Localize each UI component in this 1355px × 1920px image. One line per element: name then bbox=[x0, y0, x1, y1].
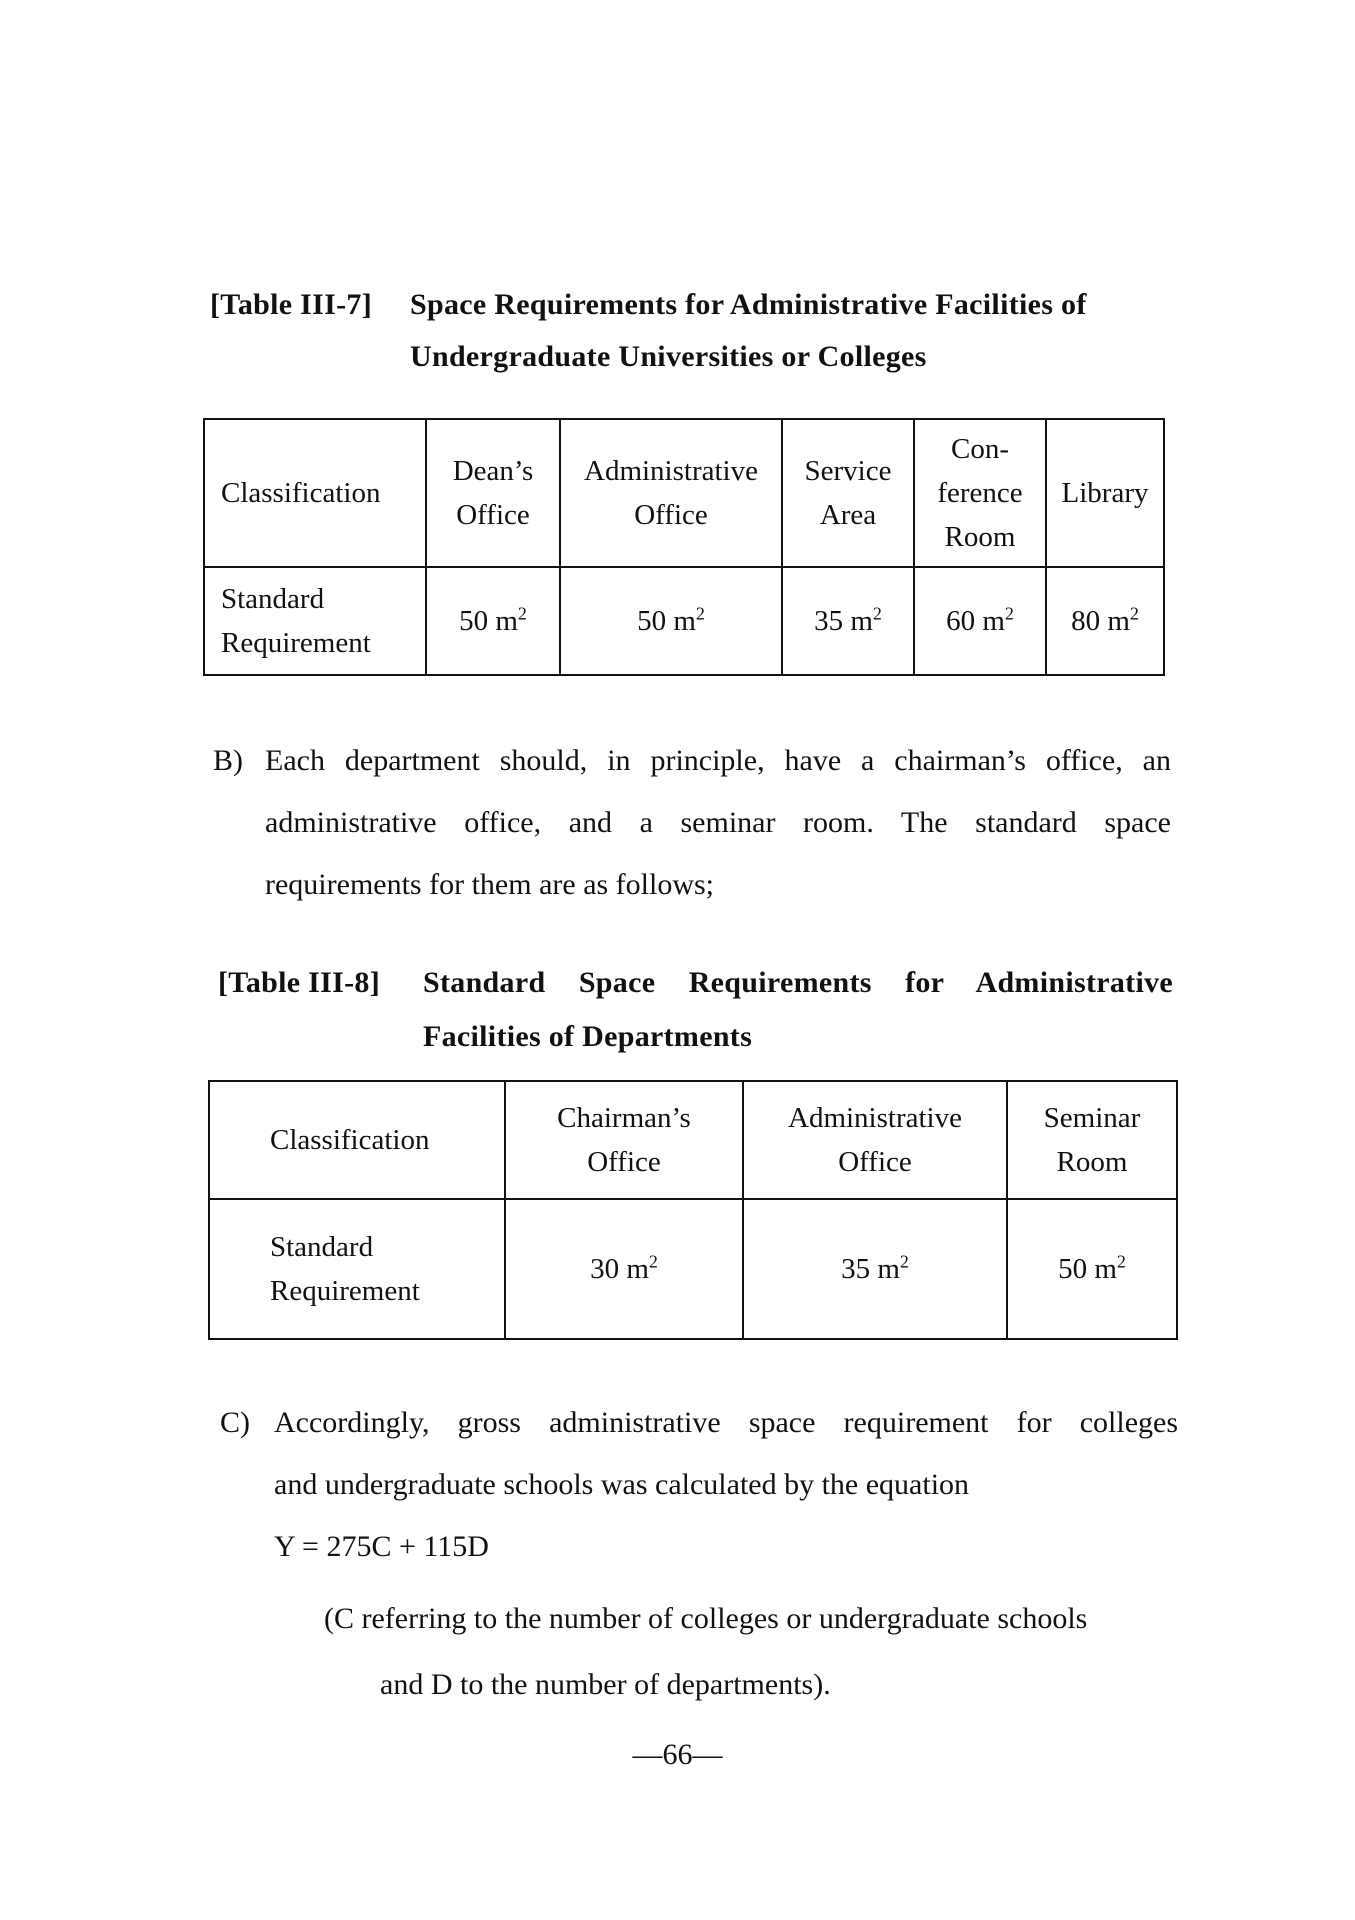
table-title-line-1: Space Requirements for Administrative Facilities of bbox=[410, 288, 1087, 321]
table-title-line-2: Facilities of Departments bbox=[423, 1020, 753, 1053]
row-label-standard-requirement: Standard Requirement bbox=[204, 567, 426, 675]
paragraph-line-1: Accordingly, gross administrative space requirement for colleges bbox=[274, 1406, 1178, 1439]
value-chairmans-office: 30 $m^2$ bbox=[505, 1199, 743, 1339]
paragraph-line-3: requirements for them are as follows; bbox=[265, 868, 715, 901]
header-conference-room: Con- ference Room bbox=[914, 419, 1046, 567]
table-iii-7 bbox=[203, 418, 1165, 676]
equation-note-line-1: (C referring to the number of colleges or undergraduate schools bbox=[324, 1602, 1088, 1635]
table-header-row bbox=[209, 1081, 1177, 1199]
table-iii-7-caption bbox=[210, 278, 1170, 388]
header-classification: Classification bbox=[204, 419, 426, 567]
header-service-area: Service Area bbox=[782, 419, 914, 567]
value-seminar-room: 50 $m^2$ bbox=[1007, 1199, 1177, 1339]
value-library: 80 $m^2$ bbox=[1046, 567, 1164, 675]
header-classification: Classification bbox=[209, 1081, 505, 1199]
table-title-line-2: Undergraduate Universities or Colleges bbox=[410, 340, 927, 373]
header-library: Library bbox=[1046, 419, 1164, 567]
paragraph-line-2: and undergraduate schools was calculated by the equation bbox=[274, 1468, 970, 1501]
paragraph-b bbox=[213, 730, 1173, 930]
paragraph-line-2: administrative office, and a seminar room. The standard space bbox=[265, 806, 1171, 839]
table-row bbox=[204, 567, 1164, 675]
table-label: [Table III-8] bbox=[218, 966, 380, 999]
paragraph-c bbox=[220, 1392, 1180, 1712]
header-seminar-room: Seminar Room bbox=[1007, 1081, 1177, 1199]
paragraph-line-1: Each department should, in principle, have a chairman’s office, an bbox=[265, 744, 1171, 777]
table-iii-8 bbox=[208, 1080, 1178, 1340]
value-administrative-office: 35 $m^2$ bbox=[743, 1199, 1007, 1339]
paragraph-marker: C) bbox=[220, 1406, 250, 1439]
row-label-standard-requirement: Standard Requirement bbox=[209, 1199, 505, 1339]
equation-note-line-2: and D to the number of departments). bbox=[380, 1668, 831, 1701]
header-administrative-office: Administrative Office bbox=[743, 1081, 1007, 1199]
table-iii-8-caption bbox=[218, 956, 1178, 1066]
table-header-row bbox=[204, 419, 1164, 567]
header-administrative-office: Administrative Office bbox=[560, 419, 782, 567]
table-row bbox=[209, 1199, 1177, 1339]
paragraph-marker: B) bbox=[213, 744, 243, 777]
value-service-area: 35 $m^2$ bbox=[782, 567, 914, 675]
page-number: —66— bbox=[632, 1738, 723, 1771]
table-label: [Table III-7] bbox=[210, 288, 372, 321]
header-deans-office: Dean’s Office bbox=[426, 419, 560, 567]
table-title-line-1: Standard Space Requirements for Administrative bbox=[423, 966, 1173, 999]
value-administrative-office: 50 $m^2$ bbox=[560, 567, 782, 675]
value-conference-room: 60 $m^2$ bbox=[914, 567, 1046, 675]
equation: Y = 275C + 115D bbox=[274, 1530, 489, 1563]
header-chairmans-office: Chairman’s Office bbox=[505, 1081, 743, 1199]
value-deans-office: 50 $m^2$ bbox=[426, 567, 560, 675]
